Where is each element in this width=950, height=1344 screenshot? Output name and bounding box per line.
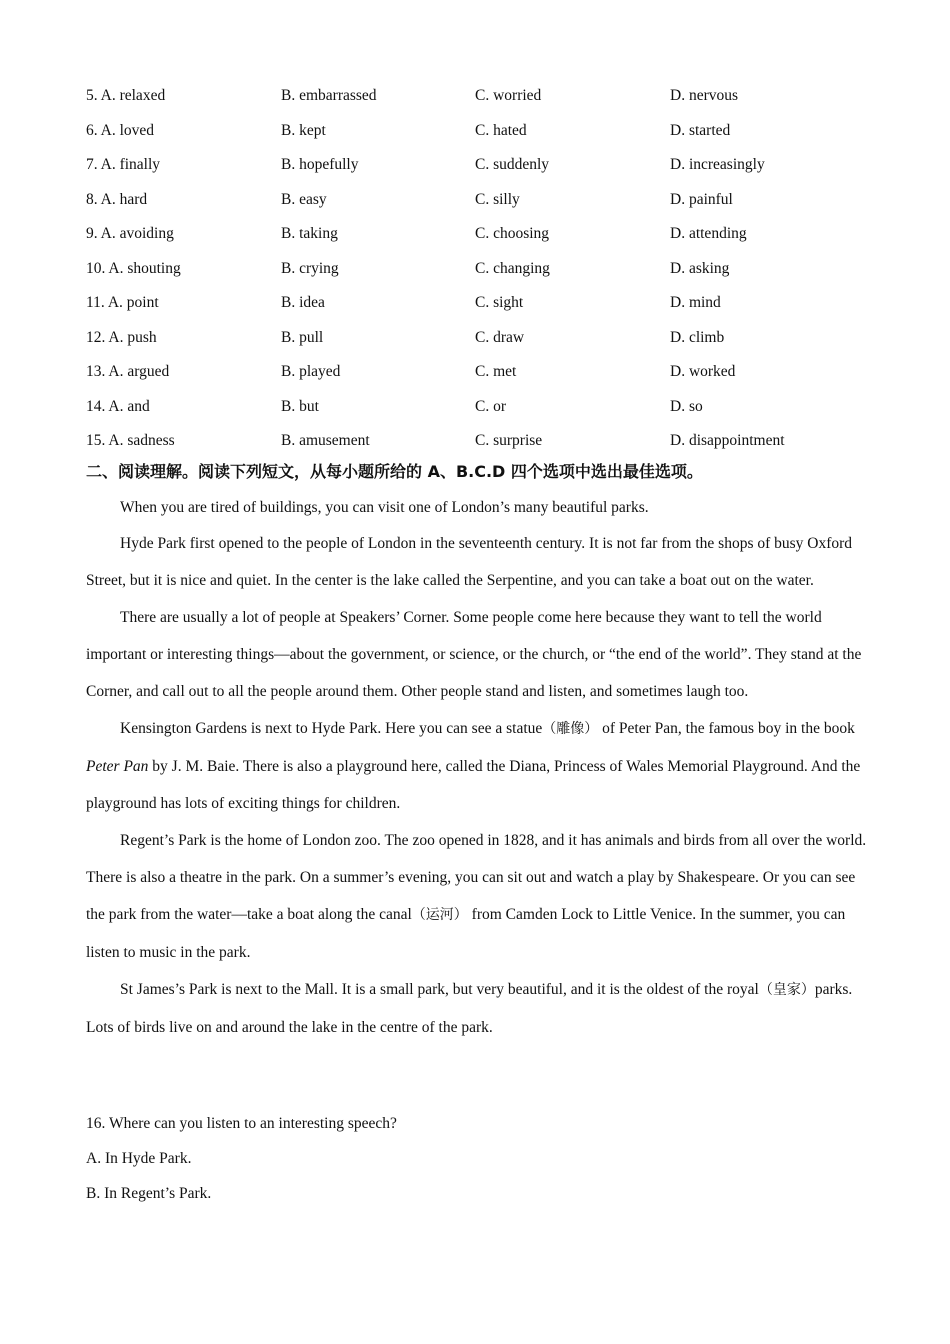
option-c: C. met [475,363,517,381]
option-d: D. painful [670,190,733,208]
option-a: 6. A. loved [86,121,155,139]
option-d: D. started [670,121,731,139]
option-b: B. hopefully [281,156,359,174]
paragraph-text: St James’s Park is next to the Mall. It is a small park, but very beautiful, and it is the oldest of the royal [120,981,759,998]
option-row [86,252,886,287]
option-d: D. climb [670,328,725,346]
option-b: B. but [281,397,319,415]
option-b: B. crying [281,259,339,277]
option-b: B. amusement [281,432,370,450]
paragraph-text: from Camden Lock to Little Venice. In the summer, you can listen to music in the park. [86,906,846,961]
option-a: 15. A. sadness [86,432,175,450]
option-row [86,79,886,114]
option-a: 11. A. point [86,294,159,312]
option-row [86,183,886,218]
cloze-options [86,79,886,459]
option-c: C. hated [475,121,527,139]
option-c: C. draw [475,328,525,346]
option-b: B. idea [281,294,325,312]
passage-paragraph [86,710,868,822]
option-c: C. surprise [475,432,543,450]
option-c: C. worried [475,87,542,105]
option-row [86,114,886,149]
chinese-gloss: （运河） [411,907,468,923]
option-row [86,148,886,183]
paragraph-text: parks. Lots of birds live on and around the lake in the centre of the park. [86,981,853,1036]
option-b: B. played [281,363,341,381]
option-d: D. so [670,397,703,415]
answer-option-b: B. In Regent’s Park. [86,1185,212,1202]
question-stem: 16. Where can you listen to an interesting speech? [86,1115,397,1132]
chinese-gloss: （皇家） [758,982,815,998]
option-c: C. sight [475,294,524,312]
option-c: C. or [475,397,506,415]
option-d: D. asking [670,259,730,277]
option-a: 7. A. finally [86,156,161,174]
option-c: C. suddenly [475,156,550,174]
option-d: D. worked [670,363,736,381]
option-a: 5. A. relaxed [86,87,166,105]
option-a: 14. A. and [86,397,150,415]
option-d: D. increasingly [670,156,765,174]
option-row [86,355,886,390]
passage-paragraph [86,822,868,971]
passage-paragraph [86,971,868,1046]
option-d: D. mind [670,294,721,312]
option-a: 9. A. avoiding [86,225,174,243]
option-b: B. easy [281,190,327,208]
paragraph-text: by J. M. Baie. There is also a playground here, called the Diana, Princess of Wales Memorial Playground. And the playground has lots of exciting things for children. [86,758,861,812]
section-heading: 二、阅读理解。阅读下列短文，从每小题所给的 A、B.C.D 四个选项中选出最佳选项。 [86,462,703,481]
paragraph-text: Kensington Gardens is next to Hyde Park. Here you can see a statue [120,720,543,737]
passage-paragraph: Hyde Park first opened to the people of London in the seventeenth century. It is not far from the shops of busy Oxford Street, but it is nice and quiet. In the center is the lake called the Serpentine, and you can take a boat out on the water. [86,535,853,589]
passage-paragraph: When you are tired of buildings, you can visit one of London’s many beautiful parks. [120,499,649,516]
option-row [86,390,886,425]
paragraph-text: Regent’s Park is the home of London zoo. The zoo opened in 1828, and it has animals and birds from all over the world. There is also a theatre in the park. On a summer’s evening, you can sit out and watch a play by Shakespeare. Or you can see the park from the water—take a boat along the canal [86,832,867,923]
option-d: D. disappointment [670,432,785,450]
option-b: B. kept [281,121,326,139]
chinese-gloss: （雕像） [542,721,599,737]
option-b: B. pull [281,328,324,346]
option-c: C. choosing [475,225,550,243]
option-c: C. changing [475,259,550,277]
option-a: 12. A. push [86,328,157,346]
option-row [86,424,886,459]
option-row [86,286,886,321]
option-c: C. silly [475,190,520,208]
option-d: D. attending [670,225,747,243]
book-title: Peter Pan [86,758,149,775]
option-a: 10. A. shouting [86,259,181,277]
option-d: D. nervous [670,87,739,105]
passage-paragraph: There are usually a lot of people at Speakers’ Corner. Some people come here because they want to tell the world important or interesting things—about the government, or science, or the church, or “the end of the world”. They stand at the Corner, and call out to all the people around them. Other people stand and listen, and sometimes laugh too. [86,609,862,700]
option-b: B. embarrassed [281,87,377,105]
option-b: B. taking [281,225,338,243]
reading-passage [86,490,868,1046]
option-a: 13. A. argued [86,363,170,381]
answer-option-a: A. In Hyde Park. [86,1150,192,1167]
option-row [86,321,886,356]
option-a: 8. A. hard [86,190,148,208]
option-row [86,217,886,252]
paragraph-text: of Peter Pan, the famous boy in the book [598,720,855,737]
